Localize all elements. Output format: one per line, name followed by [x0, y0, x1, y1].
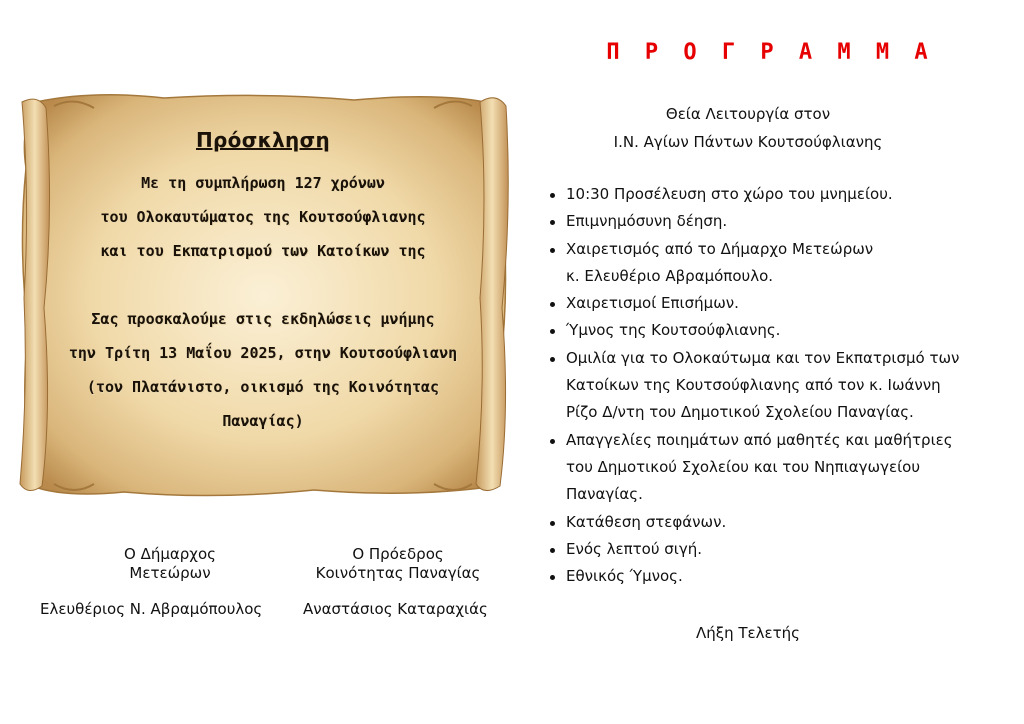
programme-list-item — [548, 509, 978, 536]
programme-item-text: του Δημοτικού Σχολείου και του Νηπιαγωγείου — [566, 457, 921, 476]
invitation-line: και του Εκπατρισμού των Κατοίκων της — [100, 242, 426, 260]
programme-item-text: Ενός λεπτού σιγή. — [566, 539, 703, 558]
programme-title: Π Ρ Ο Γ Ρ Α Μ Μ Α — [606, 40, 934, 65]
mayor-role: Ο Δήμαρχος — [124, 545, 216, 563]
president-community: Κοινότητας Παναγίας — [315, 564, 481, 582]
mayor-municipality: Μετεώρων — [129, 564, 211, 582]
programme-item-text: Κατάθεση στεφάνων. — [566, 512, 727, 531]
programme-item-text: Ύμνος της Κουτσούφλιανης. — [566, 321, 781, 340]
programme-intro-line: Θεία Λειτουργία στον — [665, 105, 831, 123]
programme-item-text: Ομιλία για το Ολοκαύτωμα και τον Εκπατρισμό των — [566, 348, 960, 367]
programme-item-text: Ρίζο Δ/ντη του Δημοτικού Σχολείου Παναγίας. — [566, 403, 914, 422]
programme-item-text: Επιμνημόσυνη δέηση. — [566, 212, 728, 231]
programme-item-text: Χαιρετισμοί Επισήμων. — [566, 294, 739, 313]
mayor-signature-block — [100, 545, 240, 583]
programme-item-text: Απαγγελίες ποιημάτων από μαθητές και μαθήτριες — [566, 430, 953, 449]
president-signature-block — [300, 545, 496, 583]
programme-item-text: 10:30 Προσέλευση στο χώρο του μνημείου. — [566, 185, 893, 203]
invitation-line: Σας προσκαλούμε στις εκδηλώσεις μνήμης — [91, 310, 435, 328]
programme-list-item — [548, 427, 978, 509]
programme-intro-line: Ι.Ν. Αγίων Πάντων Κουτσούφλιανης — [613, 133, 883, 151]
invitation-line: Παναγίας) — [222, 412, 304, 430]
programme-list — [548, 181, 978, 590]
programme-item-text: Παναγίας. — [566, 485, 643, 504]
programme-list-item — [548, 208, 978, 235]
programme-item-text: Κατοίκων της Κουτσούφλιανης από τον κ. Ιωάννη — [566, 376, 941, 395]
mayor-name: Ελευθέριος Ν. Αβραμόπουλος — [40, 600, 263, 618]
invitation-title: Πρόσκληση — [196, 128, 330, 152]
invitation-line: Με τη συμπλήρωση 127 χρόνων — [141, 174, 385, 192]
programme-list-item — [548, 236, 978, 291]
invitation-line: (τον Πλατάνιστο, οικισμό της Κοινότητας — [86, 378, 440, 396]
invitation-scroll — [14, 88, 512, 502]
invitation-line: του Ολοκαυτώματος της Κουτσούφλιανης — [100, 208, 426, 226]
president-name: Αναστάσιος Καταραχιάς — [303, 600, 488, 618]
programme-list-item — [548, 563, 978, 590]
programme-list-item — [548, 536, 978, 563]
programme-list-item — [548, 317, 978, 344]
programme-item-text: Εθνικός Ύμνος. — [566, 567, 683, 586]
programme-list-item — [548, 181, 978, 208]
programme-list-item — [548, 290, 978, 317]
programme-item-text: κ. Ελευθέριο Αβραμόπουλο. — [566, 266, 774, 285]
president-role: Ο Πρόεδρος — [352, 545, 444, 563]
programme-item-text: Χαιρετισμός από το Δήμαρχο Μετεώρων — [566, 239, 874, 258]
programme-intro — [548, 100, 948, 156]
invitation-text — [14, 128, 512, 438]
invitation-line: την Τρίτη 13 Μαΐου 2025, στην Κουτσούφλιανη — [68, 344, 458, 362]
programme-list-item — [548, 345, 978, 427]
programme-ending: Λήξη Τελετής — [695, 624, 800, 642]
